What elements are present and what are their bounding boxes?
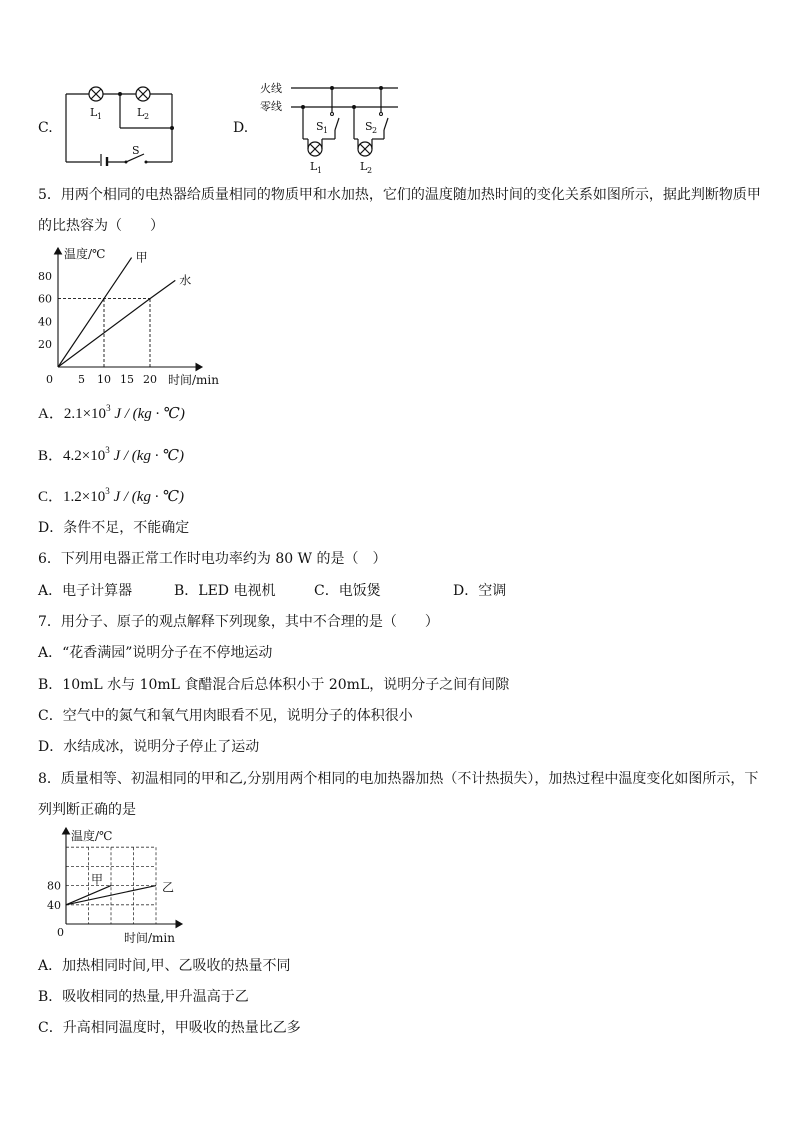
q6-option-c[interactable]: C．电饭煲	[314, 583, 381, 599]
q8-series-label-1: 乙	[162, 880, 175, 895]
q5-option-d[interactable]: D．条件不足，不能确定	[38, 520, 190, 536]
q8-y-tick-80: 80	[47, 879, 61, 893]
q5-chart	[36, 244, 236, 396]
q4-option-c-label: C.	[38, 120, 53, 136]
q8-option-c[interactable]: C．升高相同温度时，甲吸收的热量比乙多	[38, 1020, 301, 1036]
q5-stem-line1: 5．用两个相同的电热器给质量相同的物质甲和水加热，它们的温度随加热时间的变化关系如图所示，据此判断物质甲	[38, 187, 761, 203]
q5-y-tick-60: 60	[38, 292, 52, 306]
q5-c-exp: 3	[105, 486, 110, 496]
q5-x-tick-10: 10	[97, 373, 111, 386]
q4-circuit-d	[258, 78, 403, 178]
q5-b-unit: J / (kg · ℃)	[113, 448, 184, 464]
q4d-lamp2-sub: 2	[367, 166, 373, 174]
q4c-lamp2-label: L	[137, 106, 145, 119]
q4d-sw1-label: S	[316, 120, 324, 133]
q4c-lamp1-sub: 1	[97, 112, 103, 121]
q5-option-b[interactable]	[38, 440, 184, 466]
q5-a-exp: 3	[106, 403, 111, 413]
q4d-live-label: 火线	[260, 82, 282, 95]
q4c-lamp2-sub: 2	[144, 112, 150, 121]
q5-a-prefix: A．	[38, 406, 64, 422]
q5-option-c[interactable]	[38, 481, 184, 507]
q6-option-a[interactable]: A．电子计算器	[38, 583, 133, 599]
q4c-lamp1-label: L	[90, 106, 98, 119]
q5-a-coef: 2.1×10	[63, 406, 107, 422]
q4d-neutral-label: 零线	[260, 100, 282, 113]
q8-chart	[44, 826, 194, 952]
q5-series-label-1: 水	[179, 273, 192, 288]
q4-circuit-c	[60, 80, 180, 170]
q6-option-d[interactable]: D．空调	[453, 583, 507, 599]
q7-option-b[interactable]: B．10mL 水与 10mL 食醋混合后总体积小于 20mL，说明分子之间有间隙	[38, 677, 510, 693]
q4d-lamp1-sub: 1	[317, 166, 323, 174]
q7-stem: 7．用分子、原子的观点解释下列现象，其中不合理的是（ ）	[38, 614, 439, 630]
q4-option-d-label: D.	[233, 120, 249, 136]
q7-option-c[interactable]: C．空气中的氮气和氧气用肉眼看不见，说明分子的体积很小	[38, 708, 413, 724]
q7-option-d[interactable]: D．水结成冰，说明分子停止了运动	[38, 739, 260, 755]
q5-b-exp: 3	[105, 445, 110, 455]
q5-b-coef: 4.2×10	[63, 448, 106, 464]
q5-b-prefix: B．	[38, 448, 64, 464]
q5-c-coef: 1.2×10	[63, 489, 106, 505]
q5-c-prefix: C．	[38, 489, 64, 505]
q8-series-label-0: 甲	[91, 872, 104, 887]
q5-a-unit: J / (kg · ℃)	[114, 406, 185, 422]
q5-c-unit: J / (kg · ℃)	[113, 489, 184, 505]
q4d-lamp1-label: L	[310, 160, 318, 173]
q8-x-tick-0: 0	[57, 926, 64, 939]
q5-xlabel: 时间/min	[168, 373, 219, 387]
q5-y-tick-80: 80	[38, 269, 52, 283]
q8-stem-line1: 8．质量相等、初温相同的甲和乙,分别用两个相同的电加热器加热（不计热损失），加热过程中温度变化如图所示，下	[38, 771, 759, 787]
q5-x-tick-15: 15	[120, 373, 134, 386]
q5-y-tick-40: 40	[38, 315, 52, 329]
q8-xlabel: 时间/min	[124, 931, 175, 945]
q5-stem-line2: 的比热容为（ ）	[38, 218, 164, 234]
q5-series-line-jia	[58, 258, 132, 367]
q6-option-b[interactable]: B．LED 电视机	[174, 583, 276, 599]
q7-option-a[interactable]: A．“花香满园”说明分子在不停地运动	[38, 645, 273, 661]
q4d-sw2-sub: 2	[372, 126, 378, 135]
q5-series-label-0: 甲	[135, 250, 148, 265]
q5-series-line-water	[58, 280, 175, 367]
q6-stem: 6．下列用电器正常工作时电功率约为 80 W 的是（ ）	[38, 551, 387, 567]
q8-y-tick-40: 40	[47, 898, 61, 912]
q5-ylabel: 温度/℃	[64, 247, 106, 261]
q5-x-tick-0: 0	[46, 373, 53, 386]
q5-x-tick-20: 20	[143, 373, 157, 386]
q8-stem-line2: 列判断正确的是	[38, 802, 136, 818]
q4d-lamp2-label: L	[360, 160, 368, 173]
q5-x-tick-5: 5	[78, 373, 85, 386]
q8-option-a[interactable]: A．加热相同时间,甲、乙吸收的热量不同	[38, 958, 291, 974]
q5-option-a[interactable]	[38, 398, 185, 424]
q4c-switch-label: S	[132, 144, 140, 157]
q5-y-tick-20: 20	[38, 338, 52, 352]
q4d-sw1-sub: 1	[323, 126, 329, 135]
q8-ylabel: 温度/℃	[71, 829, 113, 843]
q8-option-b[interactable]: B．吸收相同的热量,甲升温高于乙	[38, 989, 249, 1005]
q4d-sw2-label: S	[365, 120, 373, 133]
